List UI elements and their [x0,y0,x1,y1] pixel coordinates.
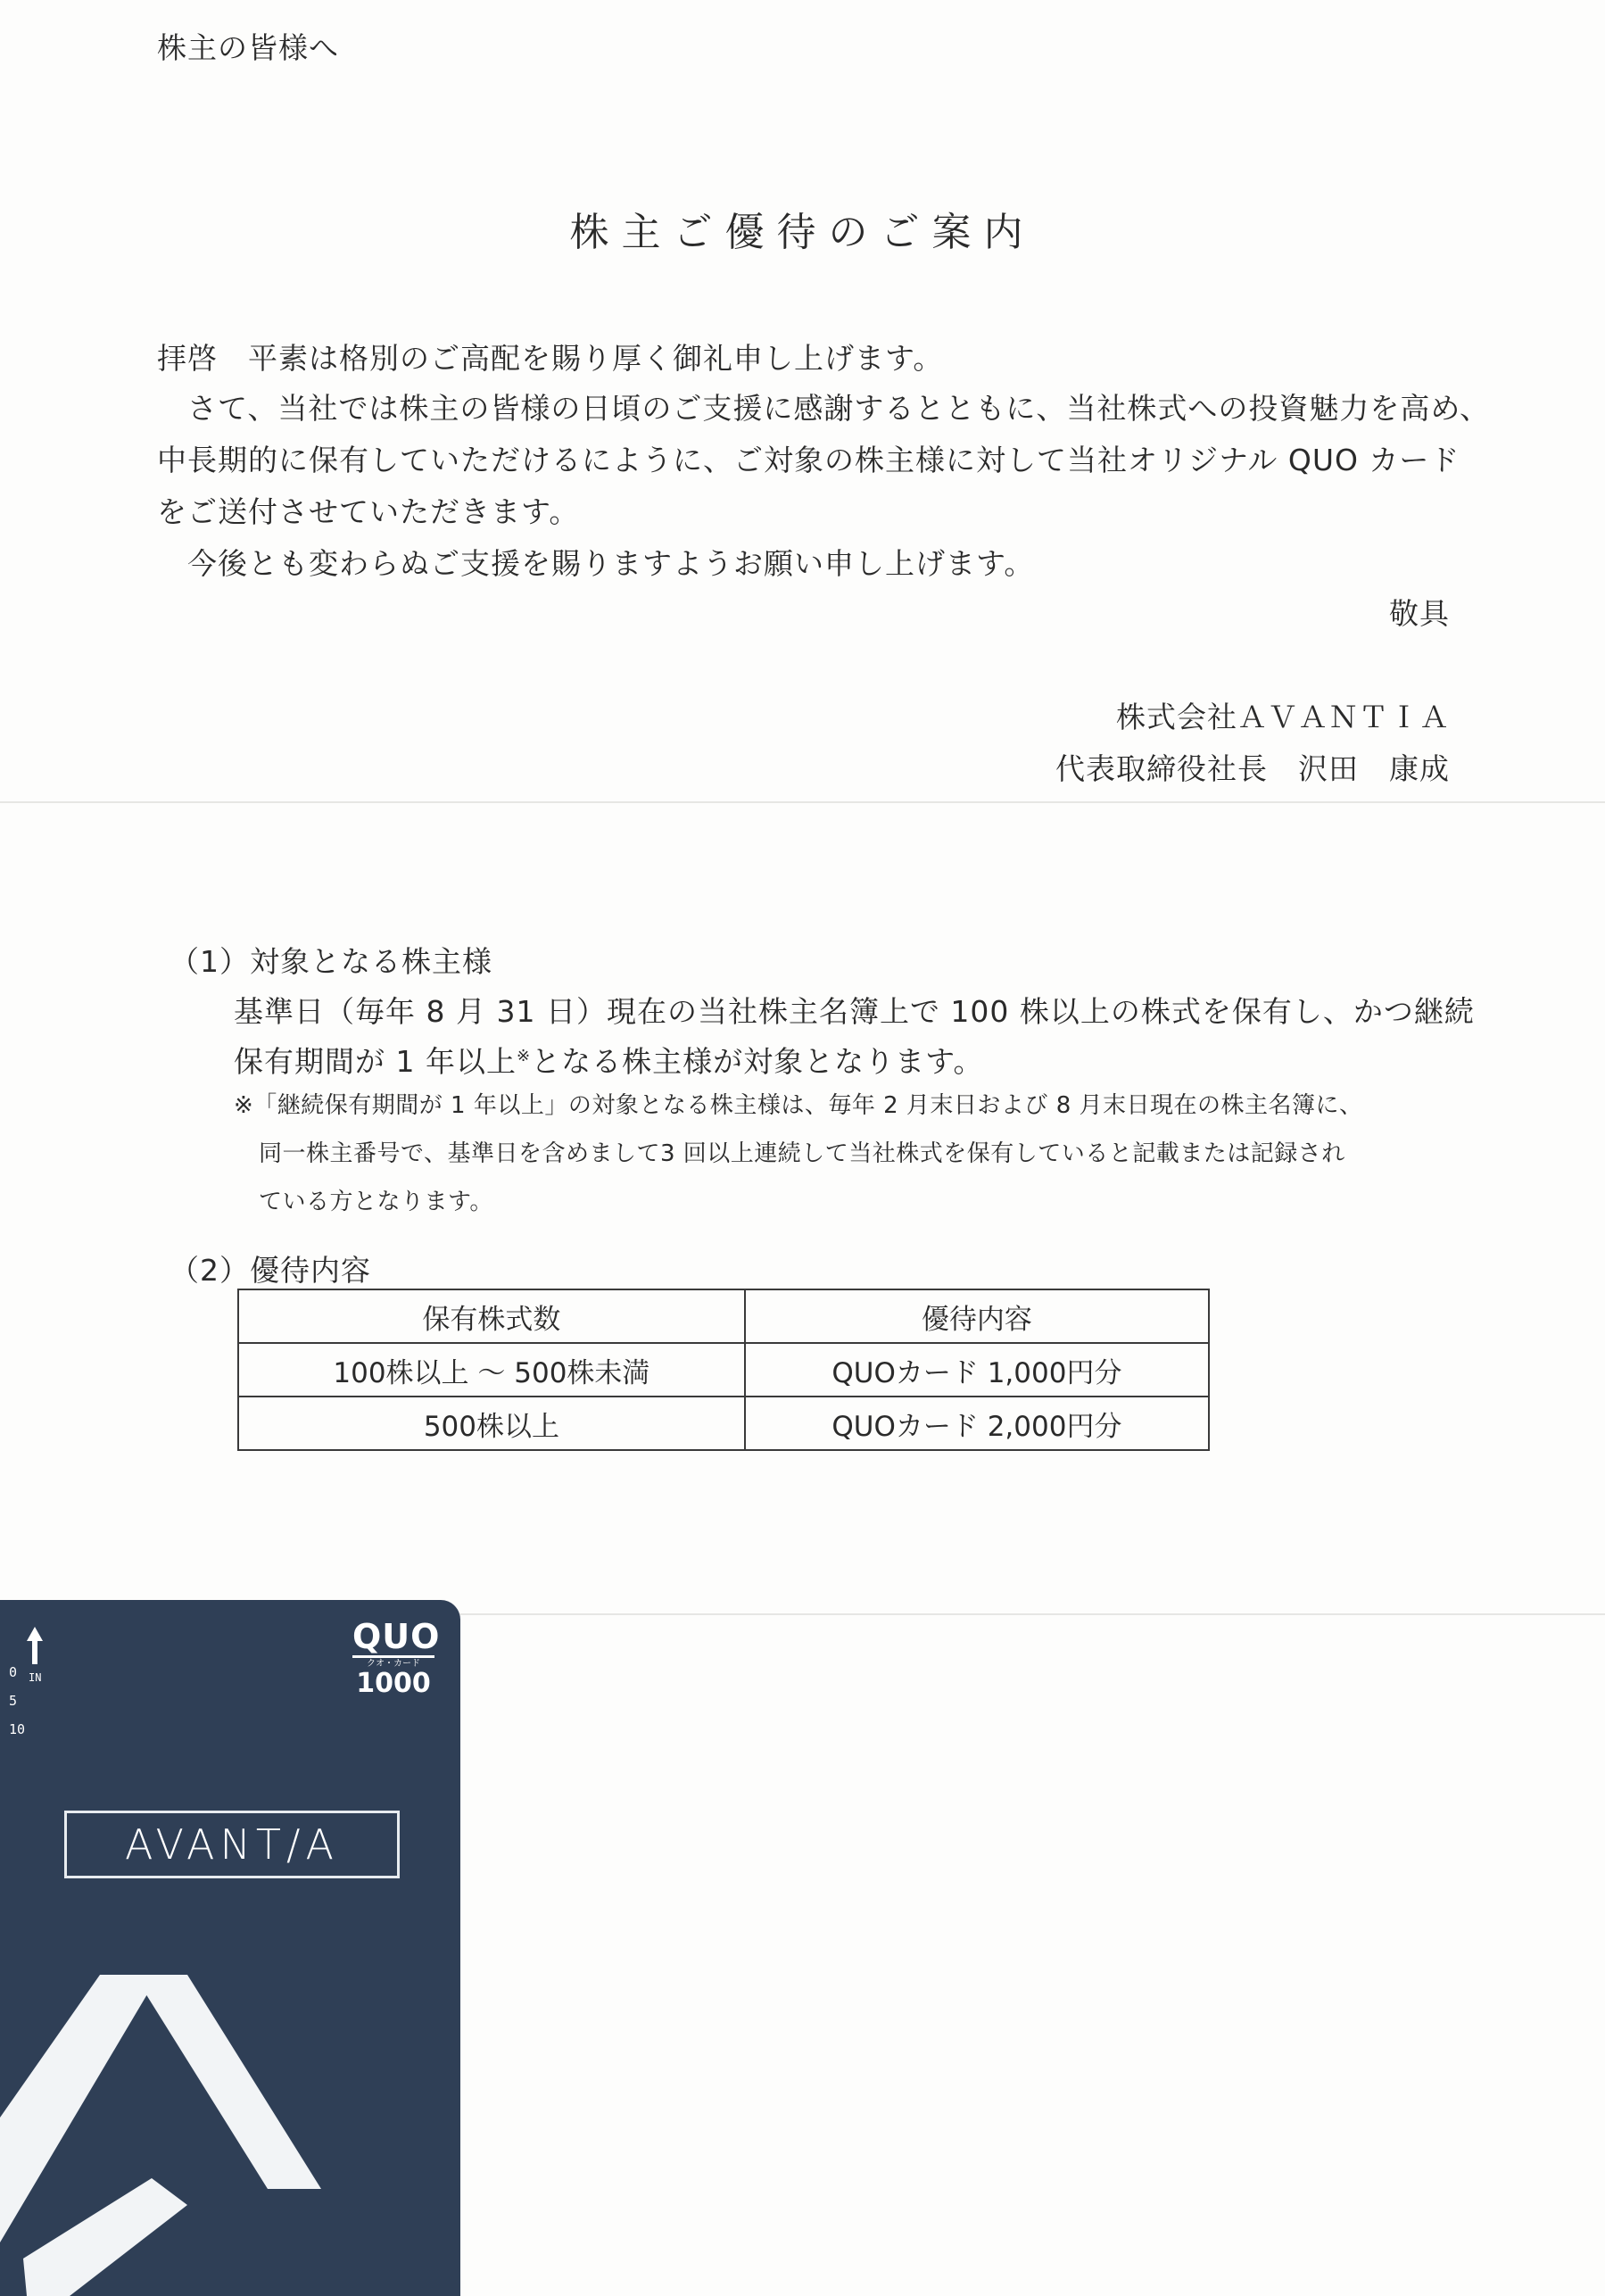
table-cell: QUOカード 1,000円分 [745,1343,1209,1397]
table-cell: 500株以上 [238,1397,745,1450]
tick-label: 0 [9,1664,18,1680]
quo-logo [352,1617,441,1699]
table-header-row [238,1289,1209,1343]
body-line: 中長期的に保有していただけるにように、ご対象の株主様に対して当社オリジナル QUO カード [157,443,1460,477]
table-cell: 100株以上 〜 500株未満 [238,1343,745,1397]
body-line: さて、当社では株主の皆様の日頃のご支援に感謝するとともに、当社株式への投資魅力を高め、 [157,391,1491,426]
section-heading: （1）対象となる株主様 [170,944,492,979]
insert-label: IN [29,1671,42,1684]
closing: 敬具 [1389,596,1450,631]
tick-label: 5 [9,1693,18,1709]
avantia-logo: AVANT/A [64,1811,400,1878]
company-name: 株式会社ＡＶＡＮＴＩＡ [1116,700,1450,734]
page-title: 株主ご優待のご案内 [569,210,1036,255]
fold-line [0,801,1605,803]
table-cell: QUOカード 2,000円分 [745,1397,1209,1450]
insert-arrow-icon [25,1627,45,1664]
table-row [238,1343,1209,1397]
body-line: をご送付させていただきます。 [157,494,580,529]
section-heading: （2）優待内容 [170,1253,371,1288]
footnote-line: ている方となります。 [259,1189,493,1215]
benefit-table [237,1289,1210,1451]
footnote-line: 同一株主番号で、基準日を含めまして3 回以上連続して当社株式を保有していると記載または記録され [259,1140,1345,1167]
triangle-logo-icon [0,1975,460,2296]
column-header: 優待内容 [745,1289,1209,1343]
footnote-line: ※「継続保有期間が 1 年以上」の対象となる株主様は、毎年 2 月末日および 8 月末日現在の株主名簿に、 [234,1092,1363,1119]
note-mark: ※ [516,1047,532,1065]
body-line: 拝啓 平素は格別のご高配を賜り厚く御礼申し上げます。 [157,341,944,376]
quo-card [0,1600,460,2296]
section-text: 保有期間が 1 年以上※となる株主様が対象となります。 [234,1044,984,1079]
tick-label: 10 [9,1721,26,1737]
quo-brand: QUO [352,1617,441,1656]
representative: 代表取締役社長 沢田 康成 [1055,751,1450,786]
body-line: 今後とも変わらぬご支援を賜りますようお願い申し上げます。 [157,546,1035,581]
quo-brand-kana: クオ・カード [352,1655,434,1670]
table-row [238,1397,1209,1450]
section-text: 基準日（毎年 8 月 31 日）現在の当社株主名簿上で 100 株以上の株式を保有し、かつ継続 [234,994,1475,1029]
column-header: 保有株式数 [238,1289,745,1343]
card-amount: 1000 [356,1668,431,1699]
addressee: 株主の皆様へ [157,30,339,65]
